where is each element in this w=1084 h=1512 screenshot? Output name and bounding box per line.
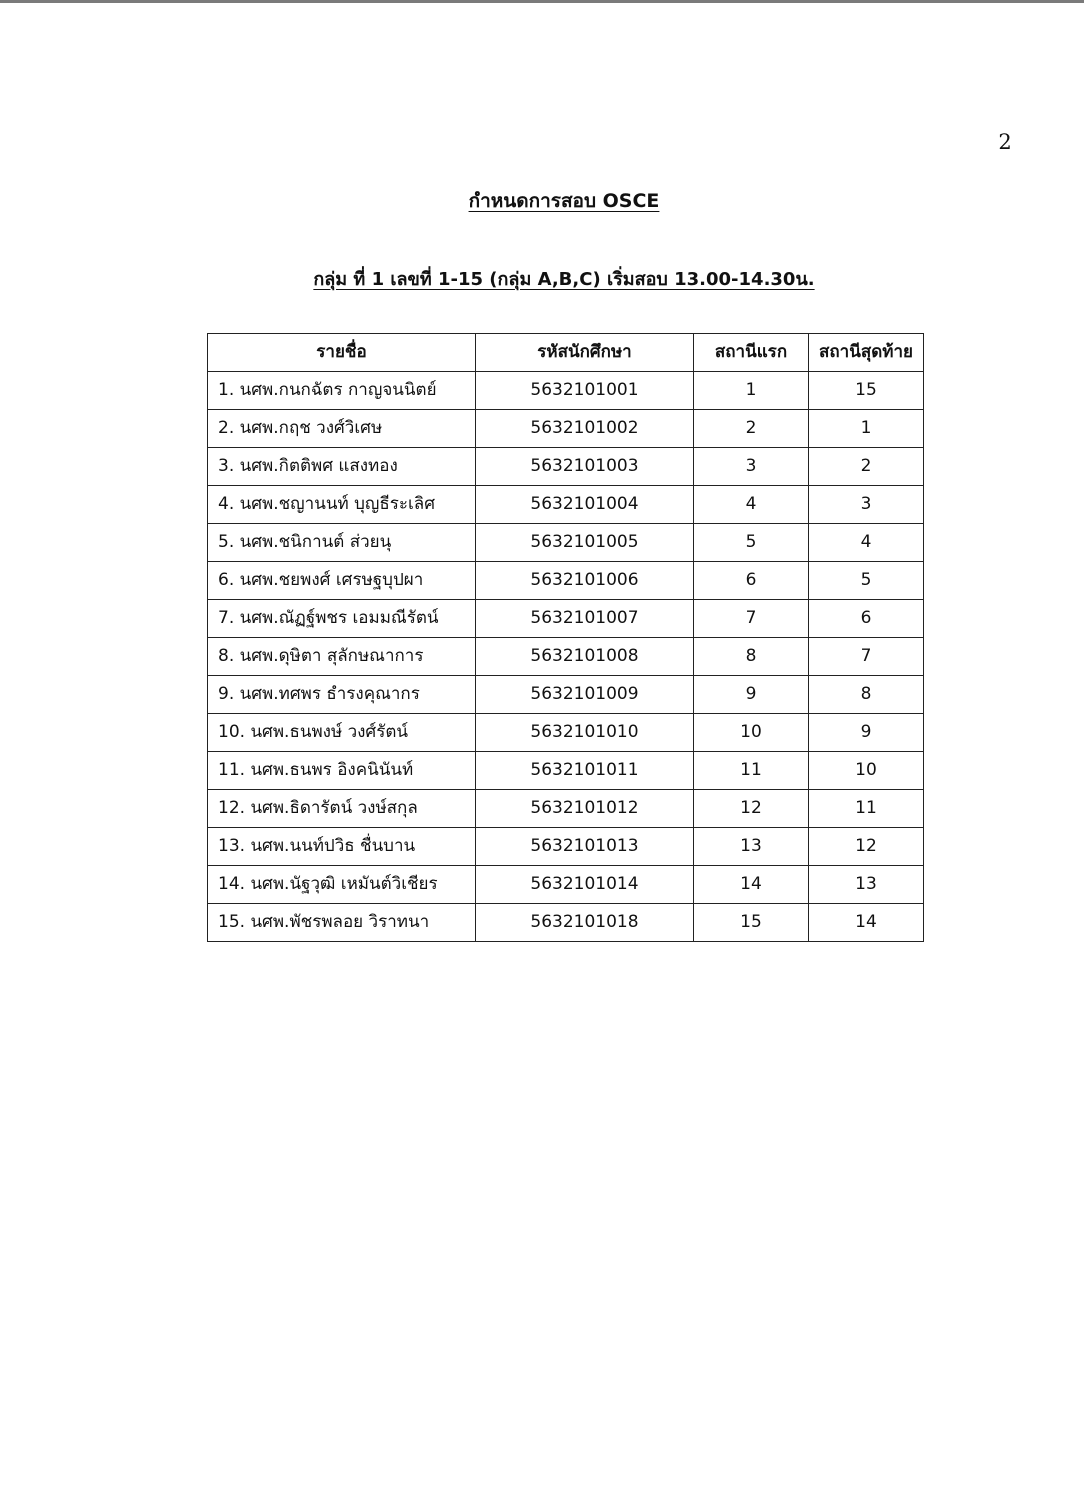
student-id-cell: 5632101006 (476, 562, 694, 600)
first-station-cell: 11 (694, 752, 809, 790)
student-id-cell: 5632101007 (476, 600, 694, 638)
table-row (208, 752, 924, 790)
table-row (208, 486, 924, 524)
table-body (208, 372, 924, 942)
student-id-cell: 5632101005 (476, 524, 694, 562)
last-station-cell: 10 (809, 752, 924, 790)
last-station-cell: 9 (809, 714, 924, 752)
student-id-cell: 5632101011 (476, 752, 694, 790)
student-id-cell: 5632101018 (476, 904, 694, 942)
student-name-cell: 9. นศพ.ทศพร ธำรงคุณากร (208, 676, 476, 714)
first-station-cell: 7 (694, 600, 809, 638)
table-row (208, 562, 924, 600)
student-name-cell: 7. นศพ.ณัฏฐ์พชร เอมมณีรัตน์ (208, 600, 476, 638)
student-id-cell: 5632101002 (476, 410, 694, 448)
page-number: 2 (998, 130, 1012, 154)
student-name-cell: 15. นศพ.พัชรพลอย วิราทนา (208, 904, 476, 942)
last-station-cell: 13 (809, 866, 924, 904)
table-row (208, 524, 924, 562)
table-row (208, 410, 924, 448)
last-station-cell: 2 (809, 448, 924, 486)
last-station-cell: 4 (809, 524, 924, 562)
first-station-cell: 2 (694, 410, 809, 448)
table-row (208, 866, 924, 904)
table-header-row (208, 334, 924, 372)
last-station-cell: 11 (809, 790, 924, 828)
student-id-cell: 5632101013 (476, 828, 694, 866)
first-station-cell: 10 (694, 714, 809, 752)
last-station-cell: 14 (809, 904, 924, 942)
table-row (208, 600, 924, 638)
first-station-cell: 6 (694, 562, 809, 600)
table-row (208, 714, 924, 752)
last-station-cell: 6 (809, 600, 924, 638)
first-station-cell: 13 (694, 828, 809, 866)
first-station-cell: 9 (694, 676, 809, 714)
table-row (208, 790, 924, 828)
document-title: กำหนดการสอบ OSCE (468, 190, 660, 212)
table-row (208, 676, 924, 714)
table-row (208, 372, 924, 410)
student-name-cell: 3. นศพ.กิตติพศ แสงทอง (208, 448, 476, 486)
header-name: รายชื่อ (208, 334, 476, 372)
student-id-cell: 5632101012 (476, 790, 694, 828)
student-name-cell: 10. นศพ.ธนพงษ์ วงศ์รัตน์ (208, 714, 476, 752)
student-name-cell: 1. นศพ.กนกฉัตร กาญจนนิตย์ (208, 372, 476, 410)
first-station-cell: 12 (694, 790, 809, 828)
last-station-cell: 15 (809, 372, 924, 410)
first-station-cell: 5 (694, 524, 809, 562)
last-station-cell: 3 (809, 486, 924, 524)
student-id-cell: 5632101008 (476, 638, 694, 676)
group-schedule-subtitle: กลุ่ม ที่ 1 เลขที่ 1-15 (กลุ่ม A,B,C) เริ่มสอบ 13.00-14.30น. (313, 269, 815, 290)
student-name-cell: 4. นศพ.ชญานนท์ บุญธีระเลิศ (208, 486, 476, 524)
student-id-cell: 5632101001 (476, 372, 694, 410)
last-station-cell: 12 (809, 828, 924, 866)
first-station-cell: 1 (694, 372, 809, 410)
student-name-cell: 11. นศพ.ธนพร อิงคนินันท์ (208, 752, 476, 790)
student-id-cell: 5632101014 (476, 866, 694, 904)
last-station-cell: 1 (809, 410, 924, 448)
student-id-cell: 5632101004 (476, 486, 694, 524)
student-id-cell: 5632101009 (476, 676, 694, 714)
last-station-cell: 5 (809, 562, 924, 600)
first-station-cell: 14 (694, 866, 809, 904)
header-last-station: สถานีสุดท้าย (809, 334, 924, 372)
student-name-cell: 2. นศพ.กฤช วงศ์วิเศษ (208, 410, 476, 448)
student-id-cell: 5632101010 (476, 714, 694, 752)
first-station-cell: 4 (694, 486, 809, 524)
header-student-id: รหัสนักศึกษา (476, 334, 694, 372)
student-name-cell: 5. นศพ.ชนิกานต์ ส่วยนุ (208, 524, 476, 562)
last-station-cell: 7 (809, 638, 924, 676)
student-id-cell: 5632101003 (476, 448, 694, 486)
osce-schedule-table (207, 333, 924, 942)
student-name-cell: 8. นศพ.ดุษิตา สุลักษณาการ (208, 638, 476, 676)
header-first-station: สถานีแรก (694, 334, 809, 372)
first-station-cell: 15 (694, 904, 809, 942)
table-row (208, 828, 924, 866)
student-name-cell: 6. นศพ.ชยพงศ์ เศรษฐบุปผา (208, 562, 476, 600)
first-station-cell: 8 (694, 638, 809, 676)
top-border-line (0, 0, 1084, 3)
table-row (208, 448, 924, 486)
student-name-cell: 12. นศพ.ธิดารัตน์ วงษ์สกุล (208, 790, 476, 828)
first-station-cell: 3 (694, 448, 809, 486)
student-name-cell: 14. นศพ.นัฐวุฒิ เหมันต์วิเชียร (208, 866, 476, 904)
student-name-cell: 13. นศพ.นนท์ปวิธ ชื่นบาน (208, 828, 476, 866)
table-row (208, 904, 924, 942)
last-station-cell: 8 (809, 676, 924, 714)
table-row (208, 638, 924, 676)
